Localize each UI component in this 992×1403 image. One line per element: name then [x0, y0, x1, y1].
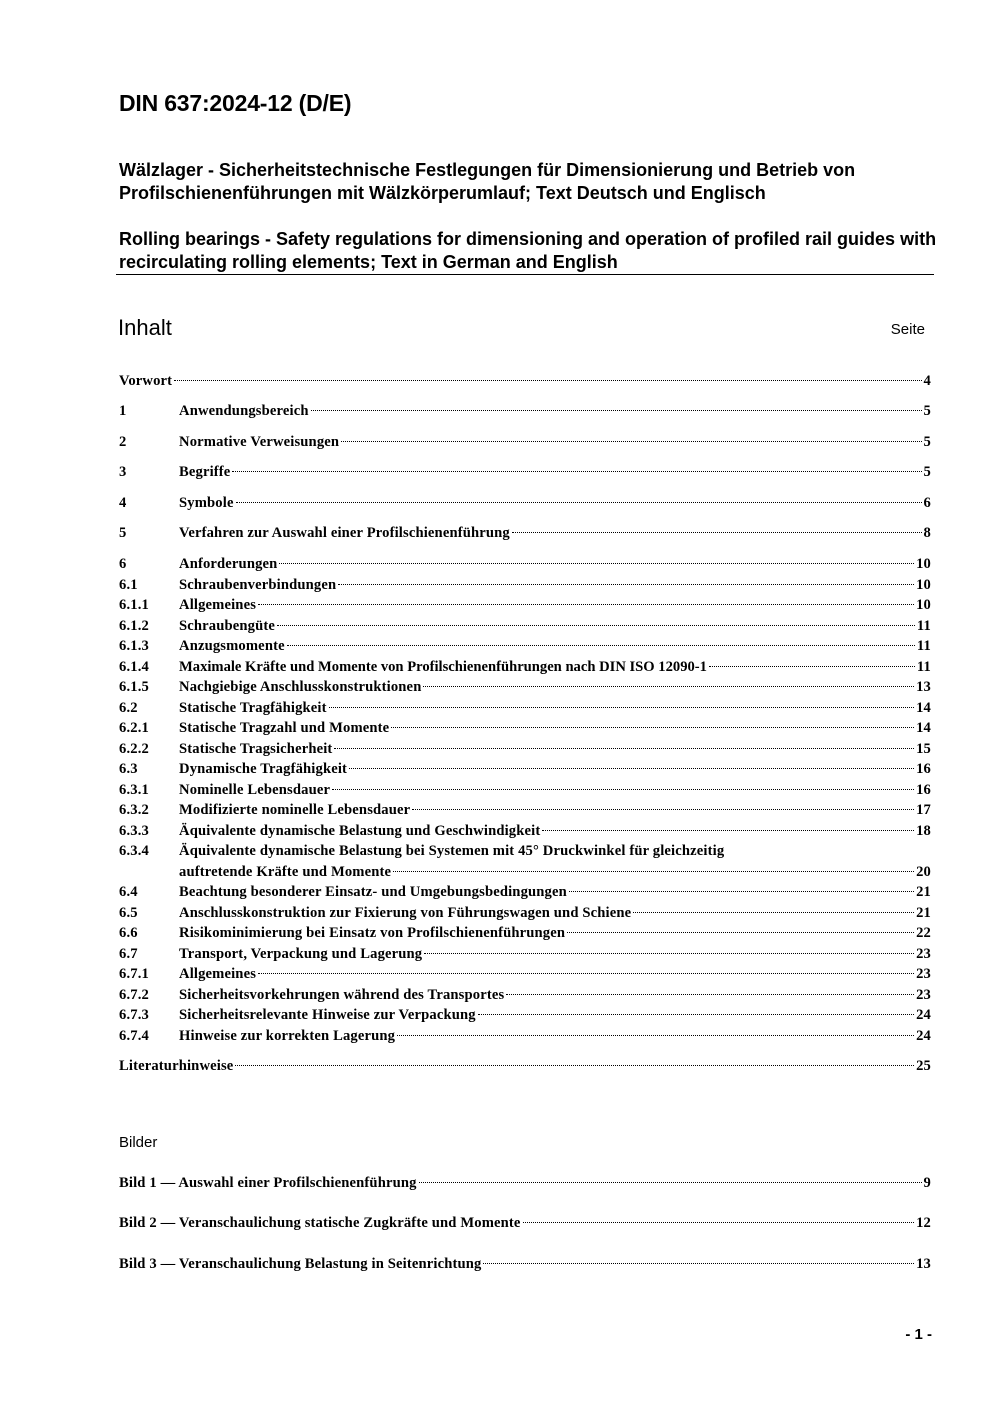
toc-entry-page: 21	[916, 884, 931, 900]
toc-entry[interactable]	[119, 698, 931, 719]
toc-entry[interactable]	[119, 677, 931, 698]
toc-entry-page: 23	[916, 986, 931, 1003]
toc-entry-page: 11	[916, 617, 931, 634]
toc-entry[interactable]	[119, 462, 931, 483]
toc-entry-page: 6	[923, 495, 931, 511]
toc-entry[interactable]	[119, 575, 931, 596]
toc-leader	[332, 789, 914, 790]
toc-entry-number: 6.4	[119, 884, 138, 900]
toc-entry[interactable]	[119, 595, 931, 616]
figure-entry-title: Bild 2 — Veranschaulichung statische Zugkräfte und Momente	[119, 1215, 521, 1231]
toc-leader	[423, 686, 914, 687]
toc-leader	[334, 748, 914, 749]
toc-entry-page: 5	[923, 464, 931, 480]
toc-entry-title: Normative Verweisungen	[179, 434, 340, 450]
toc-entry-page: 11	[916, 658, 931, 675]
toc-entry[interactable]	[119, 636, 931, 657]
toc-entry-page: 4	[923, 373, 931, 389]
toc-leader	[709, 666, 915, 667]
toc-entry-title: Statische Tragfähigkeit	[179, 699, 327, 716]
toc-entry-page: 5	[923, 434, 931, 450]
toc-entry[interactable]	[119, 554, 931, 575]
toc-entry-title: Hinweise zur korrekten Lagerung	[179, 1027, 396, 1044]
toc-entry-page: 20	[916, 863, 931, 880]
toc-entry-number: 6.1.5	[119, 679, 149, 695]
toc-entry[interactable]	[119, 944, 931, 965]
toc-entry-title: Anforderungen	[179, 556, 278, 572]
title-german: Wälzlager - Sicherheitstechnische Festlegungen für Dimensionierung und Betrieb von Profilschienenführungen mit Wälzkörperumlauf; Text Deutsch und Englisch	[119, 160, 856, 203]
toc-entry-title: Sicherheitsrelevante Hinweise zur Verpackung	[179, 1007, 476, 1023]
figure-entry-title: Bild 1 — Auswahl einer Profilschienenführung	[119, 1175, 417, 1191]
figure-entry-page: 12	[916, 1215, 931, 1231]
toc-leader	[397, 1035, 914, 1036]
toc-leader	[512, 532, 922, 533]
toc-entry-page: 18	[916, 822, 931, 839]
toc-entry-number: 6.7.1	[119, 966, 149, 982]
toc-entry-page: 25	[916, 1058, 931, 1074]
toc-leader	[311, 410, 922, 411]
toc-entry[interactable]	[119, 964, 931, 985]
toc-leader	[338, 584, 914, 585]
toc-entry[interactable]	[119, 882, 931, 903]
title-divider	[116, 274, 934, 275]
toc-entry-page: 22	[916, 925, 931, 941]
toc-entry-page: 14	[916, 720, 931, 736]
toc-leader	[483, 1263, 914, 1264]
toc-entry[interactable]	[119, 739, 931, 760]
toc-entry[interactable]	[119, 821, 931, 842]
toc-entry-page: 21	[916, 904, 931, 921]
toc-leader	[567, 932, 914, 933]
toc-entry-number: 6.1.2	[119, 617, 149, 634]
toc-entry-title: Äquivalente dynamische Belastung und Geschwindigkeit	[179, 822, 541, 839]
toc-entry-title: Anwendungsbereich	[179, 403, 309, 419]
toc-entry-number: 6.2	[119, 699, 138, 716]
toc-entry[interactable]	[119, 432, 931, 453]
toc-entry-number: 2	[119, 434, 127, 450]
title-english: Rolling bearings - Safety regulations for dimensioning and operation of profiled rail guides with recirculating rolling elements; Text in German and English	[119, 229, 937, 272]
toc-entry[interactable]	[119, 1005, 931, 1026]
toc-entry-title: Verfahren zur Auswahl einer Profilschienenführung	[179, 525, 510, 541]
figure-entry[interactable]	[119, 1213, 931, 1234]
toc-entry-title: Maximale Kräfte und Momente von Profilschienenführungen nach DIN ISO 12090-1	[179, 658, 707, 675]
toc-entry-page: 16	[916, 781, 931, 798]
toc-entry-title: Schraubengüte	[179, 617, 276, 634]
toc-entry-page: 16	[916, 761, 931, 777]
toc-entry-page: 10	[916, 597, 931, 613]
page-column-label: Seite	[890, 321, 925, 338]
toc-entry-title: Nachgiebige Anschlusskonstruktionen	[179, 679, 422, 695]
toc-leader	[258, 973, 914, 974]
toc-leader	[506, 994, 914, 995]
toc-entry-number: 6.7.2	[119, 986, 149, 1003]
toc-leader	[633, 912, 914, 913]
toc-entry-page: 15	[916, 740, 931, 757]
toc-leader	[174, 380, 921, 381]
toc-entry[interactable]	[119, 371, 931, 392]
toc-leader	[393, 871, 914, 872]
toc-entry-page: 8	[923, 525, 931, 541]
toc-entry-page: 10	[916, 576, 931, 593]
toc-leader	[424, 953, 914, 954]
toc-leader	[478, 1014, 914, 1015]
toc-leader	[542, 830, 914, 831]
toc-entry[interactable]	[119, 401, 931, 422]
toc-leader	[412, 809, 914, 810]
toc-entry-number: 6.7.3	[119, 1007, 149, 1023]
toc-leader	[341, 441, 921, 442]
toc-entry-number: 5	[119, 525, 127, 541]
toc-entry-title: Begriffe	[179, 464, 231, 480]
toc-entry-number: 6.7	[119, 945, 138, 962]
toc-entry-title: Risikominimierung bei Einsatz von Profilschienenführungen	[179, 925, 566, 941]
toc-entry-title-continued: auftretende Kräfte und Momente	[179, 863, 392, 880]
toc-entry-number: 6	[119, 556, 127, 572]
toc-entry-page: 14	[916, 699, 931, 716]
toc-entry[interactable]	[119, 923, 931, 944]
toc-entry-number: 6.7.4	[119, 1027, 149, 1044]
toc-entry-number: 6.6	[119, 925, 138, 941]
toc-entry-title: Anschlusskonstruktion zur Fixierung von Führungswagen und Schiene	[179, 904, 632, 921]
toc-heading: Inhalt	[118, 315, 172, 340]
figure-entry[interactable]	[119, 1254, 931, 1275]
toc-leader	[235, 1065, 914, 1066]
toc-entry-number: 6.1.4	[119, 658, 149, 675]
toc-entry-page: 17	[916, 802, 931, 818]
toc-entry-number: 6.2.1	[119, 720, 149, 736]
figure-entry-page: 13	[916, 1256, 931, 1272]
toc-entry[interactable]	[119, 780, 931, 801]
toc-entry-number: 6.3.3	[119, 822, 149, 839]
toc-entry-title: Dynamische Tragfähigkeit	[179, 761, 348, 777]
toc-leader	[569, 891, 914, 892]
toc-entry-title: Äquivalente dynamische Belastung bei Systemen mit 45° Druckwinkel für gleichzeitig	[179, 843, 725, 859]
toc-entry-title: Nominelle Lebensdauer	[179, 781, 331, 798]
toc-entry-page: 24	[916, 1027, 931, 1044]
toc-entry-title: Literaturhinweise	[119, 1058, 234, 1074]
toc-entry-page: 10	[916, 556, 931, 572]
toc-entry-number: 6.2.2	[119, 740, 149, 757]
toc-entry[interactable]	[119, 841, 931, 882]
toc-entry-page: 13	[916, 679, 931, 695]
toc-entry-title: Transport, Verpackung und Lagerung	[179, 945, 423, 962]
toc-leader	[279, 563, 914, 564]
toc-entry-title: Sicherheitsvorkehrungen während des Transportes	[179, 986, 505, 1003]
toc-entry-title: Statische Tragsicherheit	[179, 740, 333, 757]
toc-entry[interactable]	[119, 759, 931, 780]
toc-leader	[287, 645, 915, 646]
page-number: - 1 -	[905, 1326, 932, 1343]
toc-entry[interactable]	[119, 1026, 931, 1047]
toc-entry-page: 23	[916, 945, 931, 962]
toc-leader	[391, 727, 914, 728]
figure-entry[interactable]	[119, 1173, 931, 1194]
toc-entry-number: 6.5	[119, 904, 138, 921]
toc-entry-page: 11	[916, 638, 931, 654]
toc-leader	[258, 604, 914, 605]
toc-leader	[419, 1182, 922, 1183]
toc-entry-number: 6.3	[119, 761, 138, 777]
toc-entry-title: Allgemeines	[179, 966, 257, 982]
toc-entry[interactable]	[119, 616, 931, 637]
toc-entry[interactable]	[119, 523, 931, 544]
toc-entry-title: Symbole	[179, 495, 234, 511]
toc-entry-number: 6.3.2	[119, 802, 149, 818]
toc-entry-number: 6.3.1	[119, 781, 149, 798]
toc-entry[interactable]	[119, 985, 931, 1006]
toc-entry-number: 4	[119, 495, 127, 511]
toc-entry-title: Anzugsmomente	[179, 638, 285, 654]
figure-entry-title: Bild 3 — Veranschaulichung Belastung in Seitenrichtung	[119, 1256, 482, 1272]
toc-leader	[236, 502, 922, 503]
toc-leader	[349, 768, 914, 769]
toc-entry-number: 6.1.1	[119, 597, 149, 613]
toc-entry-number: 6.3.4	[119, 843, 149, 859]
toc-entry[interactable]	[119, 1056, 931, 1077]
figure-entry-page: 9	[923, 1175, 931, 1191]
toc-entry-number: 3	[119, 464, 127, 480]
toc-entry-number: 1	[119, 403, 127, 419]
toc-entry-title: Beachtung besonderer Einsatz- und Umgebungsbedingungen	[179, 884, 567, 900]
toc-entry[interactable]	[119, 718, 931, 739]
toc-entry[interactable]	[119, 493, 931, 514]
toc-entry-page: 23	[916, 966, 931, 982]
toc-leader	[329, 707, 914, 708]
toc-entry-number: 6.1.3	[119, 638, 149, 654]
toc-entry-number: 6.1	[119, 576, 138, 593]
toc-entry-title: Allgemeines	[179, 597, 257, 613]
toc-entry[interactable]	[119, 657, 931, 678]
document-id: DIN 637:2024-12 (D/E)	[119, 90, 352, 116]
toc-entry-title: Schraubenverbindungen	[179, 576, 337, 593]
toc-entry-title: Modifizierte nominelle Lebensdauer	[179, 802, 411, 818]
toc-leader	[232, 471, 921, 472]
figures-heading: Bilder	[119, 1134, 158, 1151]
toc-entry-page: 5	[923, 403, 931, 419]
toc-leader	[277, 625, 915, 626]
toc-leader	[523, 1222, 915, 1223]
toc-entry-title: Statische Tragzahl und Momente	[179, 720, 390, 736]
toc-entry[interactable]	[119, 800, 931, 821]
toc-entry[interactable]	[119, 903, 931, 924]
toc-entry-title: Vorwort	[119, 373, 173, 389]
toc-entry-page: 24	[916, 1007, 931, 1023]
